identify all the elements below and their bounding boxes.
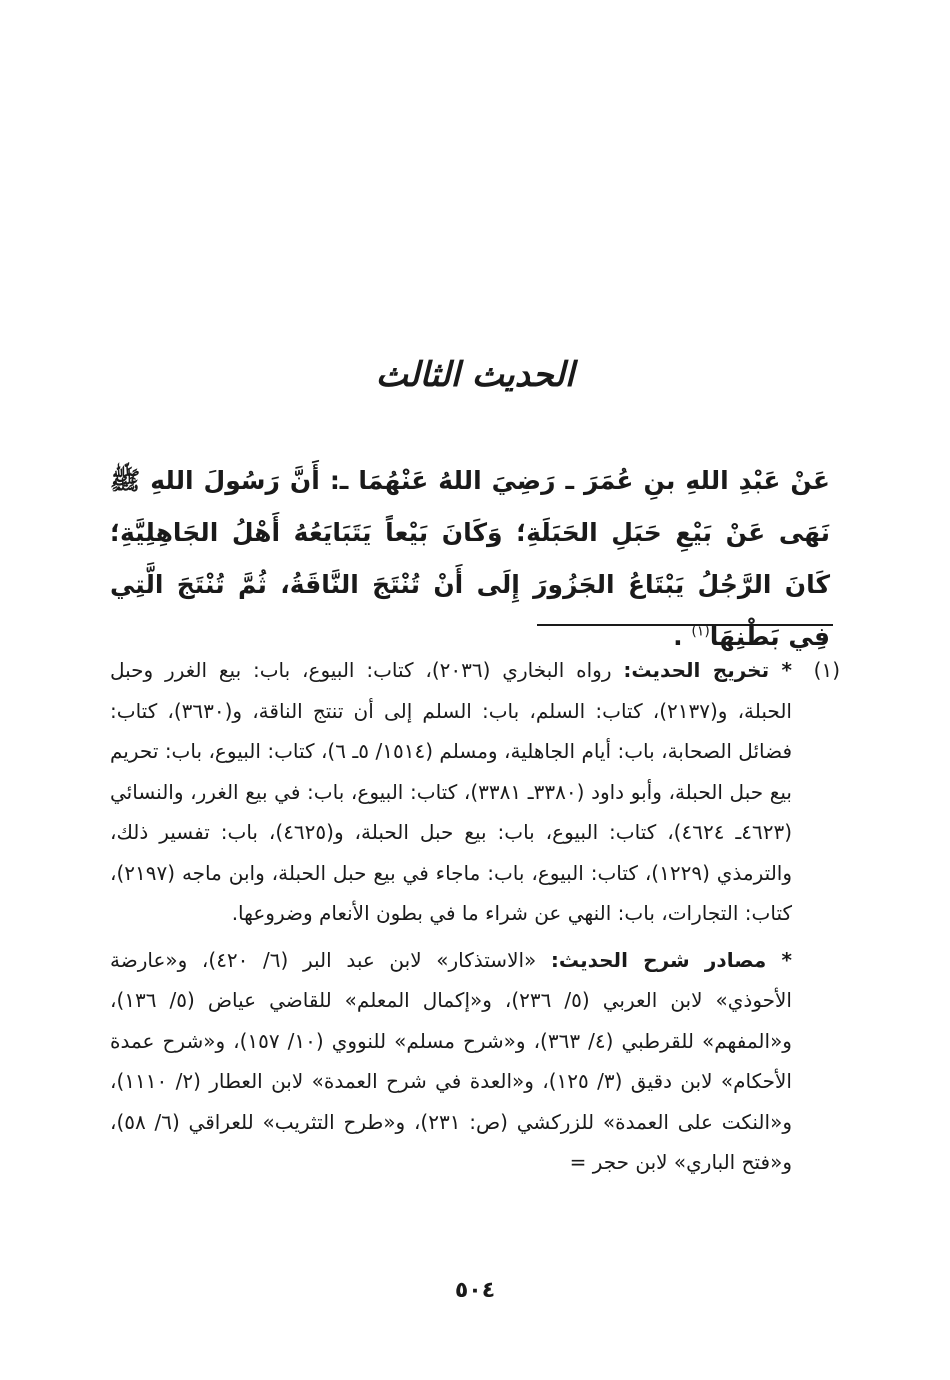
- hadith-text-block: [110, 455, 830, 663]
- hadith-heading: الحديث الثالث: [375, 355, 575, 395]
- footnote-body: [110, 650, 792, 1183]
- sources-label: * مصادر شرح الحديث:: [550, 947, 792, 972]
- hadith-text: عَنْ عَبْدِ اللهِ بنِ عُمَرَ ـ رَضِيَ اللهُ عَنْهُمَا ـ: أَنَّ رَسُولَ اللهِ ﷺ نَهَى عَنْ بَيْعِ حَبَلِ الحَبَلَةِ؛ وَكَانَ بَيْعاً يَتَبَايَعُهُ أَهْلُ الجَاهِلِيَّةِ؛ كَانَ الرَّجُلُ يَبْتَاعُ الجَزُورَ إِلَى أَنْ تُنْتَجَ النَّاقَةُ، ثُمَّ تُنْتَجَ الَّتِي فِي بَطْنِهَا: [110, 466, 830, 651]
- sources-text: «الاستذكار» لابن عبد البر (٦/ ٤٢٠)، و«عارضة الأحوذي» لابن العربي (٥/ ٢٣٦)، و«إكمال المعلم» للقاضي عياض (٥/ ١٣٦)، و«المفهم» للقرطبي (٤/ ٣٦٣)، و«شرح مسلم» للنووي (١٠/ ١٥٧)، و«شرح عمدة الأحكام» لابن دقيق (٣/ ١٢٥)، و«العدة في شرح العمدة» لابن العطار (٢/ ١١١٠)، و«النكت على العمدة» للزركشي (ص: ٢٣١)، و«طرح التثريب» للعراقي (٦/ ٥٨)، و«فتح الباري» لابن حجر =: [110, 947, 792, 1174]
- footnote-separator: [537, 624, 833, 626]
- sources-paragraph: [110, 940, 792, 1183]
- takhrij-label: * تخريج الحديث:: [623, 658, 793, 682]
- footnote-reference[interactable]: (١): [691, 623, 710, 640]
- hadith-end-mark: .: [673, 622, 692, 651]
- page-number: ٥٠٤: [454, 1278, 496, 1303]
- takhrij-paragraph: [110, 650, 792, 934]
- takhrij-text: رواه البخاري (٢٠٣٦)، كتاب: البيوع، باب: بيع الغرر وحبل الحبلة، و(٢١٣٧)، كتاب: السلم، باب: السلم إلى أن تنتج الناقة، و(٣٦٣٠)، كتاب: فضائل الصحابة، باب: أيام الجاهلية، ومسلم (١٥١٤/ ٥ـ ٦)، كتاب: البيوع، باب: تحريم بيع حبل الحبلة، وأبو داود (٣٣٨٠ـ ٣٣٨١)، كتاب: البيوع، باب: في بيع الغرر، والنسائي (٤٦٢٣ـ ٤٦٢٤)، كتاب: البيوع، باب: بيع حبل الحبلة، و(٤٦٢٥)، باب: تفسير ذلك، والترمذي (١٢٢٩)، كتاب: البيوع، باب: ماجاء في بيع حبل الحبلة، وابن ماجه (٢١٩٧)، كتاب: التجارات، باب: النهي عن شراء ما في بطون الأنعام وضروعها.: [110, 658, 793, 925]
- footnote-number: (١): [813, 658, 840, 682]
- footnote-1: [110, 650, 840, 1183]
- footnotes-section: [110, 650, 840, 1183]
